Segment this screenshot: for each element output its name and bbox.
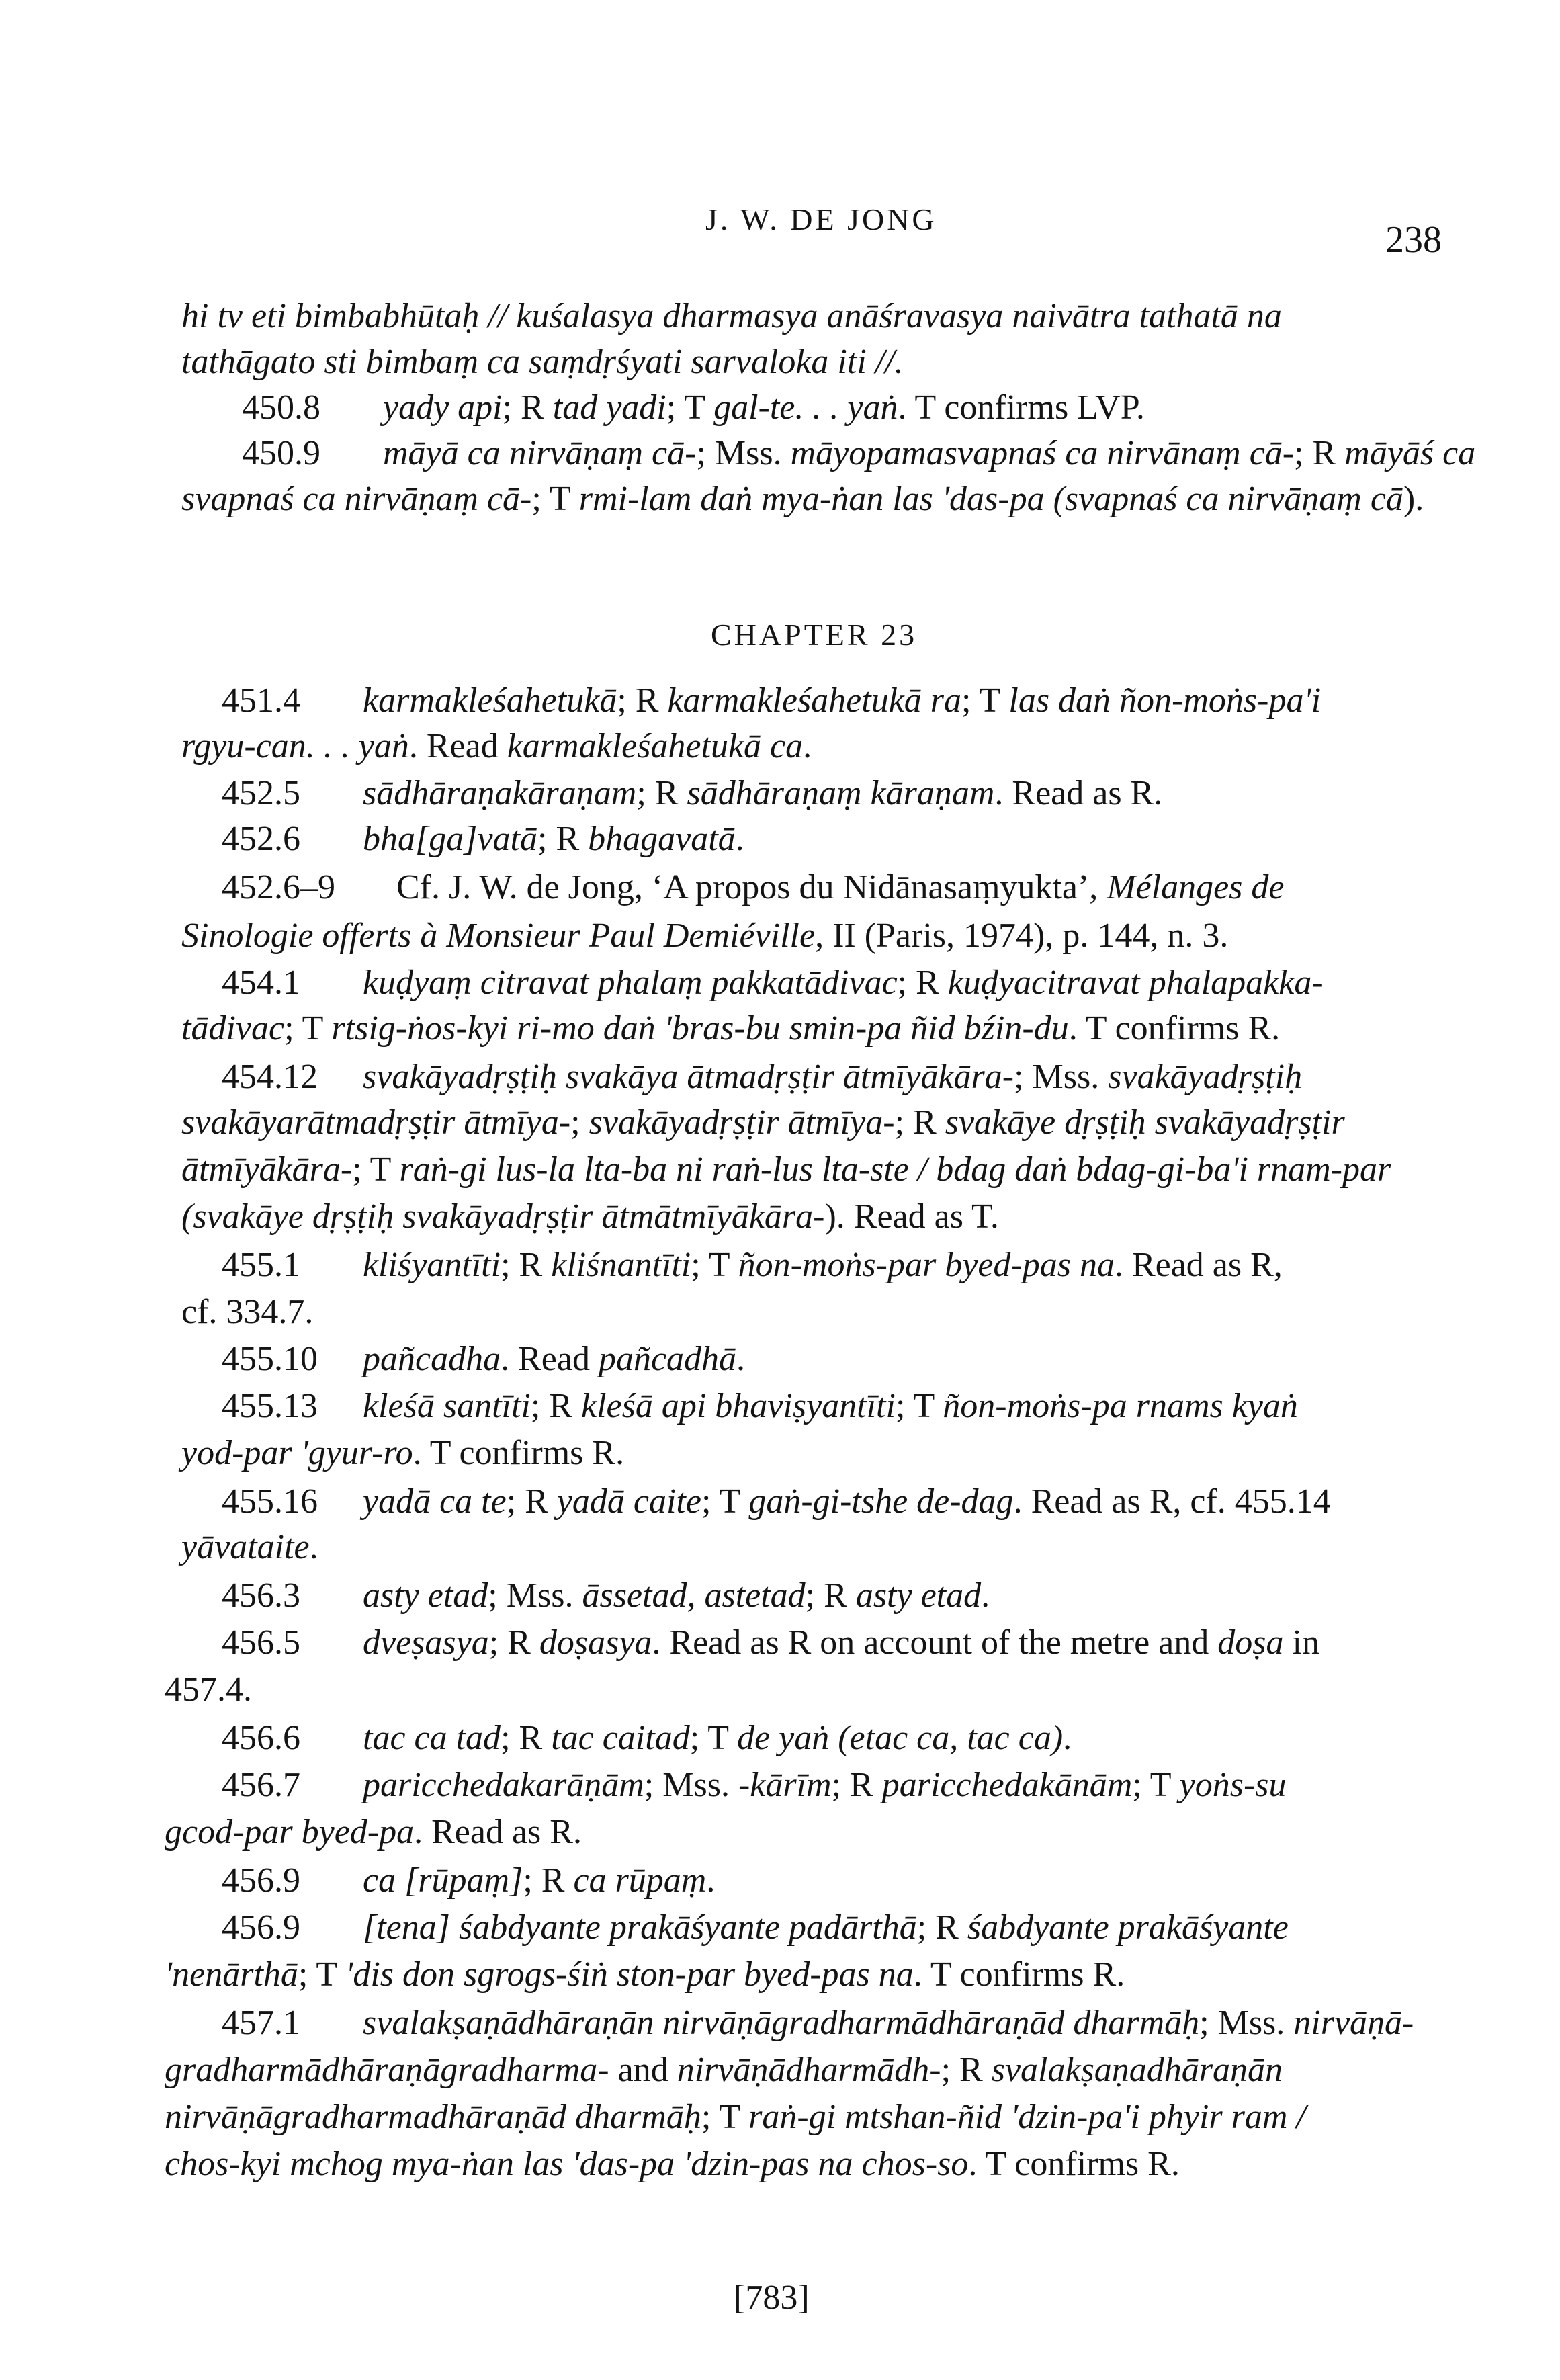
note-number: 455.1 [222, 1246, 300, 1284]
note-456-3: 456.3 asty etad; Mss. āssetad, astetad; R asty etad. [222, 1575, 990, 1617]
chapter-heading: CHAPTER 23 [711, 618, 918, 652]
note-456-9-cont: 'nenārthā; T 'dis don sgrogs-śiṅ ston-par byed-pas na. T confirms R. [165, 1955, 1125, 1994]
note-number: 456.9 [222, 1861, 300, 1900]
note-456-5: 456.5 dveṣasya; R doṣasya. Read as R on account of the metre and doṣa in [222, 1622, 1319, 1664]
note-452-6-9-cont: Sinologie offerts à Monsieur Paul Demiéville, II (Paris, 1974), p. 144, n. 3. [181, 917, 1229, 955]
note-452-6-9: 452.6–9 Cf. J. W. de Jong, ‘A propos du Nidānasaṃyukta’, Mélanges de [222, 867, 1285, 908]
note-456-5-cont: 457.4. [165, 1670, 252, 1709]
running-header-author: J. W. DE JONG [705, 202, 937, 237]
note-number: 455.16 [222, 1482, 318, 1521]
note-450-8: 450.8 yady api; R tad yadi; T gal-te. . . yaṅ. T confirms LVP. [242, 387, 1145, 429]
note-457-1-cont: nirvāṇāgradharmadhāraṇād dharmāḥ; T raṅ-gi mtshan-ñid 'dzin-pa'i phyir ram / [165, 2098, 1306, 2136]
note-455-13: 455.13 kleśā santīti; R kleśā api bhaviṣyantīti; T ñon-moṅs-pa rnams kyaṅ [222, 1386, 1298, 1427]
note-456-6: 456.6 tac ca tad; R tac caitad; T de yaṅ (etac ca, tac ca). [222, 1717, 1072, 1759]
note-number: 452.6–9 [222, 868, 335, 906]
text-line: hi tv eti bimbabhūtaḥ // kuśalasya dharmasya anāśravasya naivātra tathatā na [181, 297, 1282, 335]
note-number: 454.12 [222, 1058, 318, 1096]
note-450-9: 450.9 māyā ca nirvāṇaṃ cā-; Mss. māyopamasvapnaś ca nirvānaṃ cā-; R māyāś ca [242, 433, 1475, 474]
note-451-4-cont: rgyu-can. . . yaṅ. Read karmakleśahetukā ca. [181, 727, 812, 765]
note-number: 454.1 [222, 964, 300, 1002]
note-number: 450.9 [242, 434, 320, 472]
text-line: tathāgato sti bimbaṃ ca saṃdṛśyati sarvaloka iti //. [181, 343, 904, 381]
note-457-1: 457.1 svalakṣaṇādhāraṇān nirvāṇāgradharmādhāraṇād dharmāḥ; Mss. nirvāṇā- [222, 2002, 1414, 2044]
note-452-5: 452.5 sādhāraṇakāraṇam; R sādhāraṇaṃ kāraṇam. Read as R. [222, 773, 1162, 814]
note-455-1-cont: cf. 334.7. [181, 1293, 314, 1331]
note-451-4: 451.4 karmakleśahetukā; R karmakleśahetukā ra; T las daṅ ñon-moṅs-pa'i [222, 680, 1321, 722]
note-454-1: 454.1 kuḍyaṃ citravat phalaṃ pakkatādivac; R kuḍyacitravat phalapakka- [222, 962, 1324, 1004]
page-number: 238 [1385, 219, 1442, 261]
note-number: 455.10 [222, 1340, 318, 1378]
note-455-16-cont: yāvataite. [181, 1528, 318, 1566]
note-number: 456.3 [222, 1576, 300, 1615]
note-number: 451.4 [222, 681, 300, 720]
note-454-12-cont: ātmīyākāra-; T raṅ-gi lus-la lta-ba ni raṅ-lus lta-ste / bdag daṅ bdag-gi-ba'i rnam-par [181, 1150, 1391, 1189]
note-456-9: 456.9 ca [rūpaṃ]; R ca rūpaṃ. [222, 1860, 715, 1902]
folio-number: [783] [734, 2279, 810, 2317]
note-457-1-cont: gradharmādhāraṇāgradharma- and nirvāṇādharmādh-; R svalakṣaṇadhāraṇān [165, 2051, 1283, 2089]
note-number: 456.9 [222, 1908, 300, 1947]
note-number: 457.1 [222, 2004, 300, 2042]
note-450-9-cont: svapnaś ca nirvāṇaṃ cā-; T rmi-lam daṅ mya-ṅan las 'das-pa (svapnaś ca nirvāṇaṃ cā). [181, 480, 1424, 518]
note-455-13-cont: yod-par 'gyur-ro. T confirms R. [181, 1434, 625, 1472]
note-454-1-cont: tādivac; T rtsig-ṅos-kyi ri-mo daṅ 'bras-bu smin-pa ñid bźin-du. T confirms R. [181, 1009, 1281, 1048]
note-455-16: 455.16 yadā ca te; R yadā caite; T gaṅ-gi-tshe de-dag. Read as R, cf. 455.14 [222, 1481, 1331, 1523]
note-454-12-cont: (svakāye dṛṣṭiḥ svakāyadṛṣṭir ātmātmīyākāra-). Read as T. [181, 1197, 999, 1236]
note-452-6: 452.6 bha[ga]vatā; R bhagavatā. [222, 818, 744, 860]
note-455-1: 455.1 kliśyantīti; R kliśnantīti; T ñon-moṅs-par byed-pas na. Read as R, [222, 1244, 1283, 1286]
note-456-9: 456.9 [tena] śabdyante prakāśyante padārthā; R śabdyante prakāśyante [222, 1907, 1289, 1949]
note-number: 456.5 [222, 1623, 300, 1662]
note-457-1-cont: chos-kyi mchog mya-ṅan las 'das-pa 'dzin-pas na chos-so. T confirms R. [165, 2145, 1180, 2183]
note-number: 456.7 [222, 1766, 300, 1804]
note-number: 450.8 [242, 388, 320, 427]
note-number: 452.5 [222, 774, 300, 812]
note-456-7-cont: gcod-par byed-pa. Read as R. [165, 1813, 582, 1851]
note-number: 456.6 [222, 1719, 300, 1757]
note-454-12: 454.12 svakāyadṛṣṭiḥ svakāya ātmadṛṣṭir ātmīyākāra-; Mss. svakāyadṛṣṭiḥ [222, 1056, 1302, 1098]
note-454-12-cont: svakāyarātmadṛṣṭir ātmīya-; svakāyadṛṣṭir ātmīya-; R svakāye dṛṣṭiḥ svakāyadṛṣṭir [181, 1103, 1345, 1142]
note-number: 452.6 [222, 820, 300, 858]
note-455-10: 455.10 pañcadha. Read pañcadhā. [222, 1338, 745, 1380]
note-456-7: 456.7 paricchedakarāṇām; Mss. -kārīm; R paricchedakānām; T yoṅs-su [222, 1765, 1287, 1806]
note-number: 455.13 [222, 1387, 318, 1425]
